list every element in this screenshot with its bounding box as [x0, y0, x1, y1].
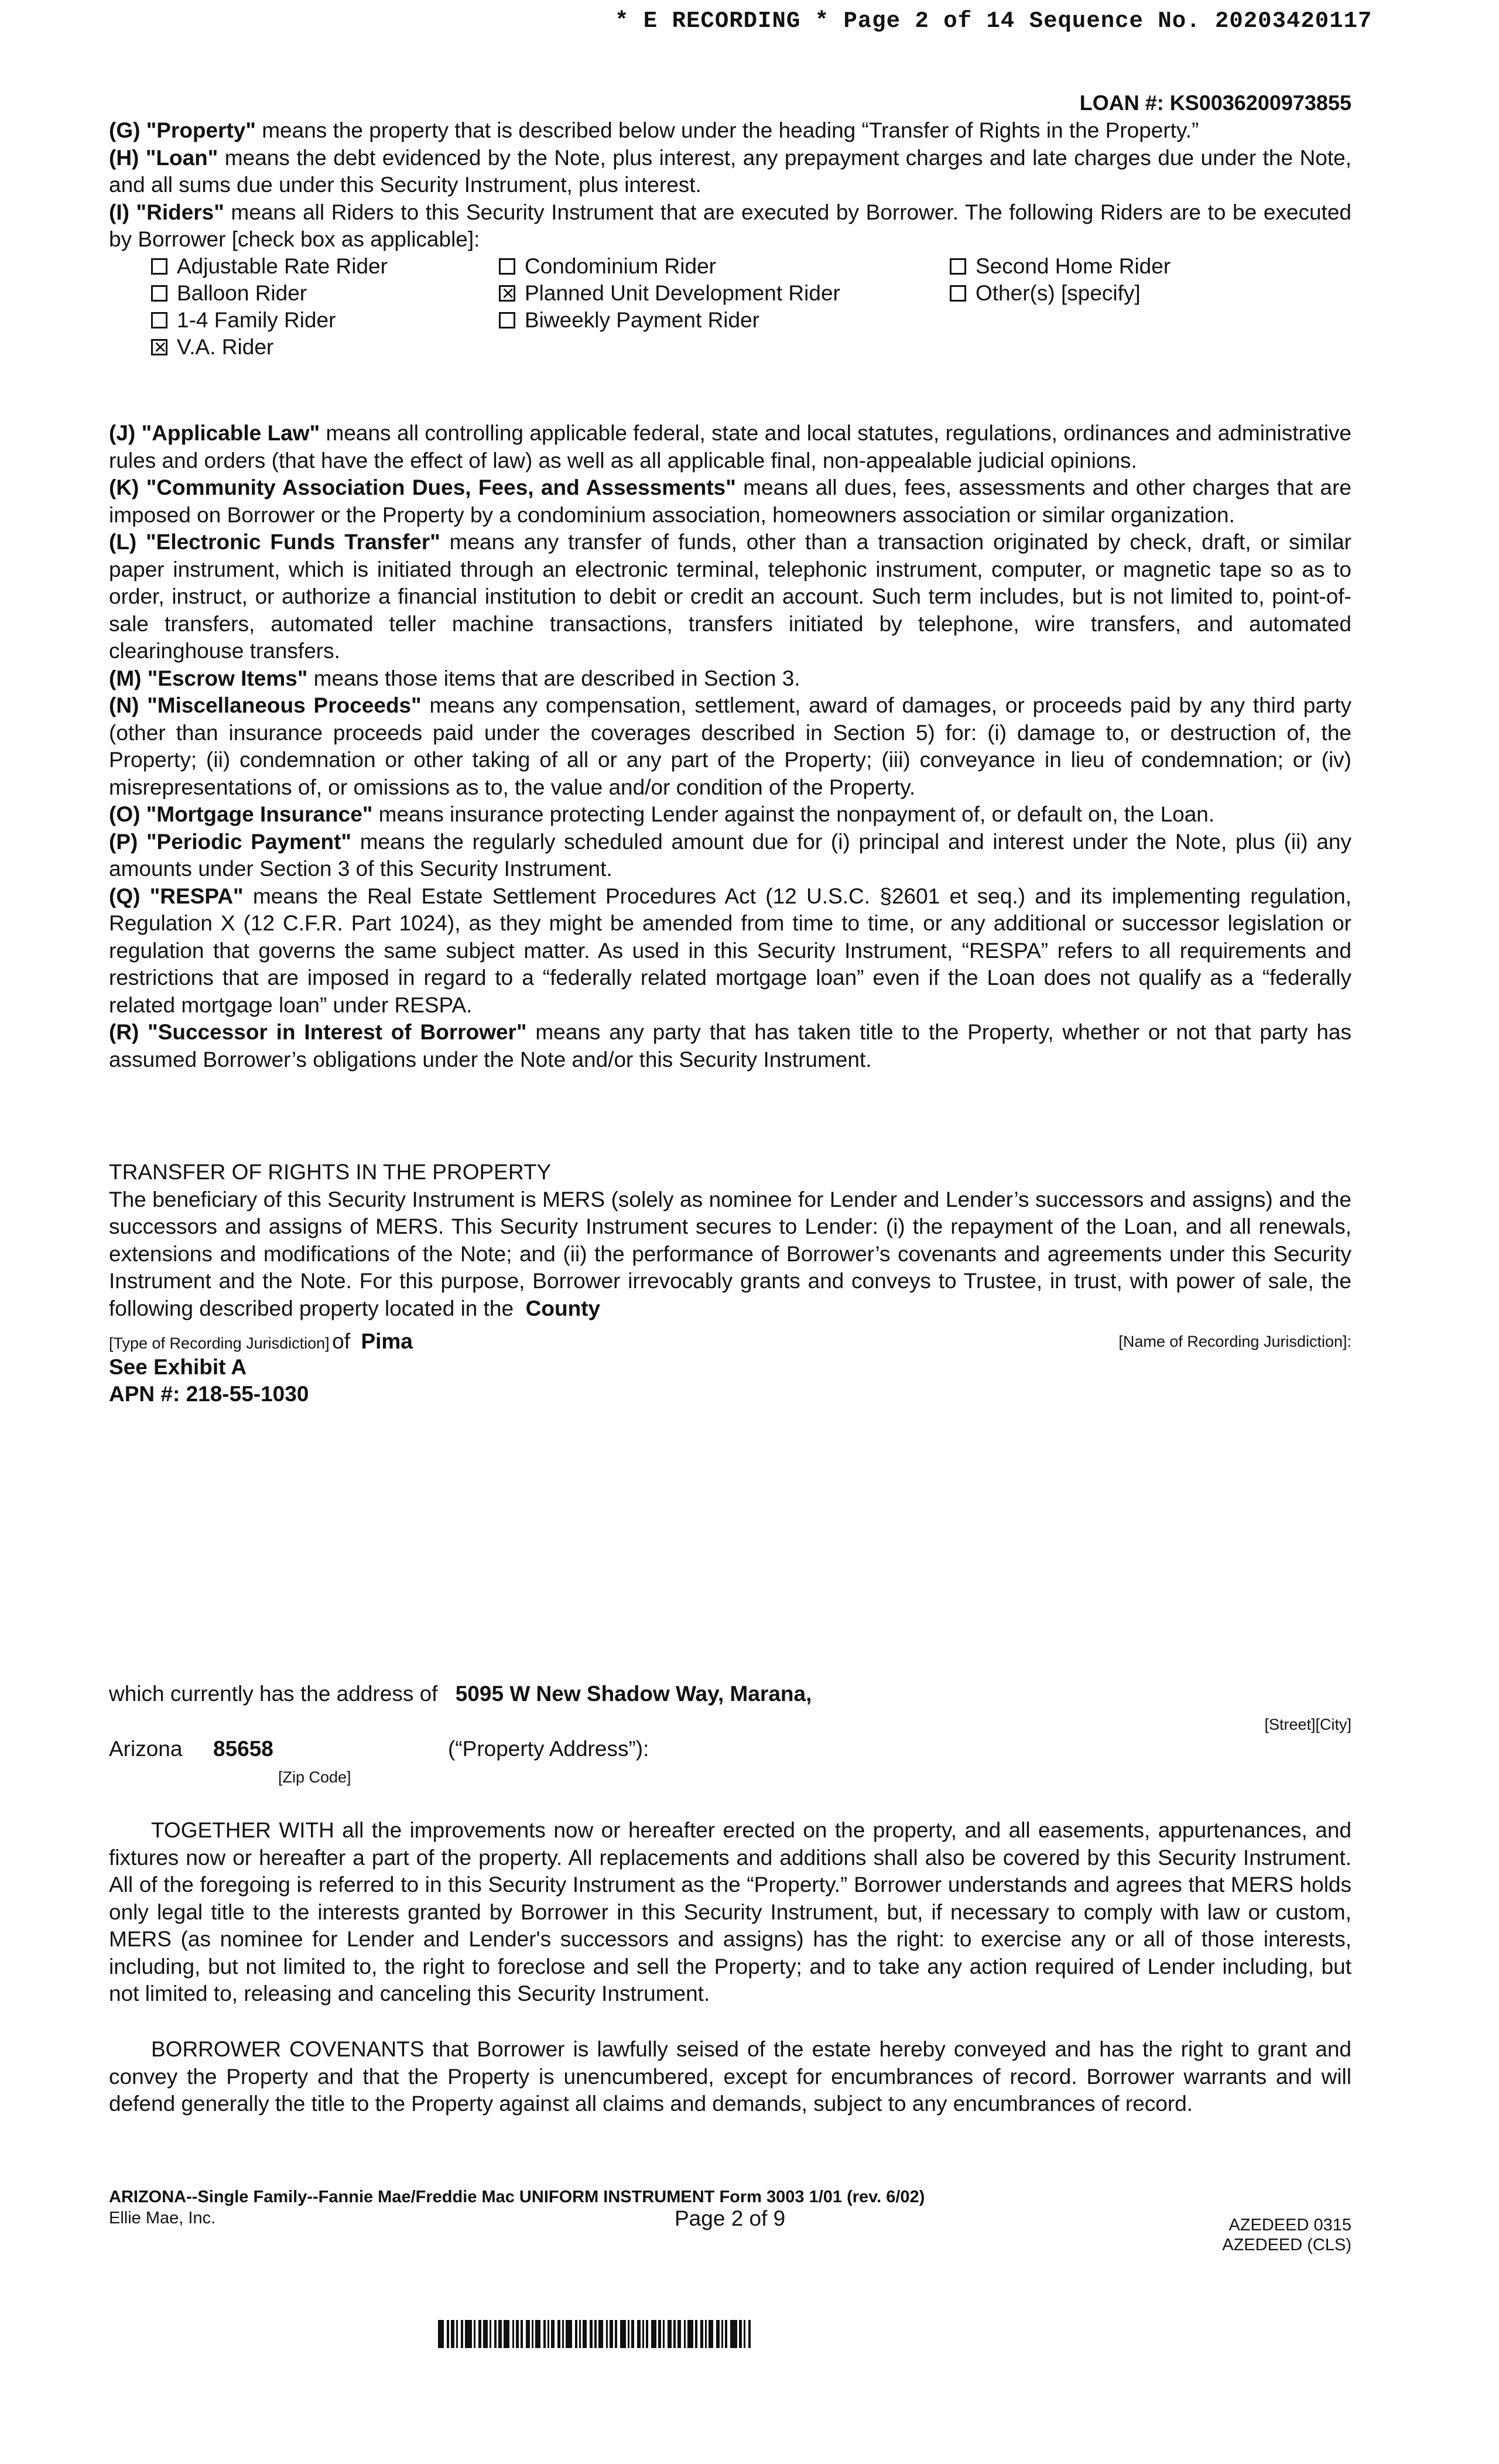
- checkbox[interactable]: [151, 312, 167, 328]
- text-j: means all controlling applicable federal, state and local statutes, regulations, ordinances and administrative rules and orders (that have the effect of law) as well as all applicable final, non-appealable judicial opinions.: [109, 421, 1351, 473]
- barcode-bar: [709, 2320, 713, 2348]
- jurisdiction-type: County: [525, 1296, 601, 1320]
- transfer-text: [109, 1186, 1351, 1323]
- term-n: (N) "Miscellaneous Proceeds": [109, 693, 422, 717]
- rider-label: V.A. Rider: [177, 335, 274, 359]
- term-k: (K) "Community Association Dues, Fees, and Assessments": [109, 475, 736, 499]
- transfer-section: [109, 1159, 1351, 1322]
- barcode-bar: [504, 2320, 509, 2348]
- barcode-bar: [700, 2320, 703, 2348]
- definitions-top: [109, 117, 1351, 254]
- term-p: (P) "Periodic Payment": [109, 829, 352, 854]
- term-j: (J) "Applicable Law": [109, 421, 320, 445]
- text-o: means insurance protecting Lender against the nonpayment of, or default on, the Loan.: [372, 802, 1215, 826]
- barcode-bar: [494, 2320, 497, 2348]
- term-q: (Q) "RESPA": [109, 884, 244, 908]
- text-k: means all dues, fees, assessments and other charges that are imposed on Borrower or the Property by a condominium association, homeowners association or similar organization.: [109, 475, 1351, 527]
- barcode-bar: [461, 2320, 463, 2348]
- definition-o: [109, 801, 1351, 829]
- term-l: (L) "Electronic Funds Transfer": [109, 530, 440, 554]
- barcode-bar: [566, 2320, 572, 2348]
- barcode-bar: [668, 2320, 672, 2348]
- barcode-bar: [521, 2320, 523, 2348]
- definition-m: [109, 665, 1351, 693]
- text-i: means all Riders to this Security Instrument that are executed by Borrower. The following Riders are to be executed by Borrower [check box as applicable]:: [109, 200, 1351, 251]
- riders-checklist: [151, 253, 1293, 364]
- form-code-2: AZEDEED (CLS): [1222, 2236, 1351, 2254]
- checkbox[interactable]: [151, 285, 167, 302]
- barcode-bar: [456, 2320, 458, 2348]
- barcode-bar: [590, 2320, 593, 2348]
- page-number: Page 2 of 9: [675, 2206, 786, 2230]
- barcode-bar: [739, 2320, 742, 2348]
- loan-number: LOAN #: KS0036200973855: [1079, 91, 1351, 115]
- term-i: (I) "Riders": [109, 200, 224, 224]
- definition-l: [109, 529, 1351, 665]
- checkbox[interactable]: [950, 258, 966, 275]
- text-p: means the regularly scheduled amount due for (i) principal and interest under the Note, plus (ii) any amounts under Section 3 of this Security Instrument.: [109, 829, 1351, 881]
- term-r: (R) "Successor in Interest of Borrower": [109, 1020, 527, 1044]
- text-r: means any party that has taken title to the Property, whether or not that party has assumed Borrower’s obligations under the Note and/or this Security Instrument.: [109, 1020, 1351, 1072]
- type-label: [Type of Recording Jurisdiction]: [109, 1334, 330, 1352]
- checkbox[interactable]: [151, 339, 167, 355]
- definition-r: [109, 1019, 1351, 1073]
- barcode-bar: [744, 2320, 745, 2348]
- definition-h: [109, 145, 1351, 199]
- state: Arizona: [109, 1737, 183, 1761]
- address-line: [109, 1682, 812, 1706]
- rider-label: Planned Unit Development Rider: [525, 281, 840, 305]
- barcode-bar: [535, 2320, 540, 2348]
- rider-label: 1-4 Family Rider: [177, 308, 336, 332]
- property-address-label: (“Property Address”):: [448, 1737, 649, 1761]
- definition-p: [109, 829, 1351, 883]
- transfer-heading: TRANSFER OF RIGHTS IN THE PROPERTY: [109, 1160, 552, 1184]
- rider-va[interactable]: [151, 334, 273, 361]
- barcode-bar: [512, 2320, 514, 2348]
- barcode-bar: [498, 2320, 502, 2348]
- rider-1-4-family[interactable]: [151, 307, 336, 334]
- exhibit: See Exhibit A: [109, 1355, 247, 1379]
- barcode-bar: [583, 2320, 587, 2348]
- rider-label: Adjustable Rate Rider: [177, 254, 388, 278]
- barcode-bar: [447, 2320, 449, 2348]
- barcode-bar: [730, 2320, 737, 2348]
- barcode-bar: [705, 2320, 707, 2348]
- barcode-bar: [594, 2320, 597, 2348]
- zip: 85658: [213, 1737, 273, 1761]
- barcode-bar: [610, 2320, 613, 2348]
- rider-adjustable-rate[interactable]: [151, 253, 388, 280]
- checkbox[interactable]: [950, 285, 966, 302]
- rider-label: Balloon Rider: [177, 281, 307, 305]
- barcode-bar: [651, 2320, 656, 2348]
- barcode-bar: [646, 2320, 648, 2348]
- barcode-bar: [575, 2320, 577, 2348]
- rider-planned-unit-development[interactable]: [499, 280, 840, 307]
- barcode-bar: [695, 2320, 697, 2348]
- rider-label: Biweekly Payment Rider: [525, 308, 759, 332]
- barcode-bar: [438, 2320, 444, 2348]
- apn: APN #: 218-55-1030: [109, 1382, 309, 1406]
- form-title: ARIZONA--Single Family--Fannie Mae/Freddie Mac UNIFORM INSTRUMENT Form 3003 1/01 (rev. 6/02): [109, 2188, 925, 2206]
- term-g: (G) "Property": [109, 118, 256, 142]
- barcode-bar: [551, 2320, 555, 2348]
- barcode-bar: [490, 2320, 491, 2348]
- zip-label: [Zip Code]: [278, 1768, 351, 1786]
- name-label: [Name of Recording Jurisdiction]:: [1118, 1333, 1351, 1350]
- barcode-bar: [478, 2320, 481, 2348]
- barcode-bar: [474, 2320, 475, 2348]
- barcode-bar: [547, 2320, 549, 2348]
- barcode-bar: [532, 2320, 533, 2348]
- text-g: means the property that is described below under the heading “Transfer of Rights in the Property.”: [255, 118, 1199, 142]
- barcode: [438, 2320, 752, 2348]
- barcode-bar: [557, 2320, 560, 2348]
- address-lead: which currently has the address of: [109, 1682, 438, 1706]
- definition-i: [109, 199, 1351, 254]
- definition-j: [109, 420, 1351, 474]
- rider-biweekly-payment[interactable]: [499, 307, 759, 334]
- barcode-bar: [526, 2320, 530, 2348]
- rider-label: Other(s) [specify]: [976, 281, 1141, 305]
- recording-stamp: * E RECORDING * Page 2 of 14 Sequence No. 20203420117: [615, 8, 1373, 34]
- barcode-bar: [628, 2320, 629, 2348]
- definitions: [109, 420, 1351, 1073]
- street-city-label: [Street][City]: [1264, 1716, 1351, 1733]
- text-n: means any compensation, settlement, award of damages, or proceeds paid by any third party (other than insurance proceeds paid under the coverages described in Section 5) for: (i) damage to, or destruction of, the Property; (ii) condemnation or other taking of all or any part of the Property; (iii) conveyance in lieu of condemnation; or (iv) misrepresentations of, or omissions as to, the value and/or condition of the Property.: [109, 693, 1352, 799]
- barcode-bar: [721, 2320, 723, 2348]
- rider-label: Second Home Rider: [976, 254, 1171, 278]
- form-code-1: AZEDEED 0315: [1228, 2216, 1351, 2234]
- rider-balloon[interactable]: [151, 280, 307, 307]
- definition-n: [109, 692, 1351, 801]
- rider-second-home[interactable]: [950, 253, 1171, 280]
- together-with: TOGETHER WITH all the improvements now or hereafter erected on the property, and all easements, appurtenances, and fixtures now or hereafter a part of the property. All replacements and additions shall also be covered by this Security Instrument. All of the foregoing is referred to in this Security Instrument as the “Property.” Borrower understands and agrees that MERS holds only legal title to the interests granted by Borrower in this Security Instrument, but, if necessary to comply with law or custom, MERS (as nominee for Lender and Lender's successors and assigns) has the right: to exercise any or all of those interests, including, but not limited to, the right to foreclose and sell the Property; and to take any action required of Lender including, but not limited to, releasing and canceling this Security Instrument.: [109, 1818, 1351, 2006]
- rider-condominium[interactable]: [499, 253, 716, 280]
- of-word: of: [332, 1329, 350, 1353]
- barcode-bar: [465, 2320, 472, 2348]
- borrower-covenants: BORROWER COVENANTS that Borrower is lawfully seised of the estate hereby conveyed and has the right to grant and convey the Property and that the Property is unencumbered, except for encumbrances of record. Borrower warrants and will defend generally the title to the Property against all claims and demands, subject to any encumbrances of record.: [109, 2037, 1351, 2116]
- barcode-bar: [543, 2320, 546, 2348]
- barcode-bar: [620, 2320, 626, 2348]
- barcode-bar: [687, 2320, 693, 2348]
- transfer-body: The beneficiary of this Security Instrument is MERS (solely as nominee for Lender and Lender’s successors and assigns) and the successors and assigns of MERS. This Security Instrument secures to Lender: (i) the repayment of the Loan, and all renewals, extensions and modifications of the Note; and (ii) the performance of Borrower’s covenants and agreements under this Security Instrument and the Note. For this purpose, Borrower irrevocably grants and conveys to Trustee, in trust, with power of sale, the following described property located in the: [109, 1187, 1351, 1320]
- barcode-bar: [598, 2320, 603, 2348]
- barcode-bar: [673, 2320, 676, 2348]
- term-h: (H) "Loan": [109, 145, 218, 170]
- rider-label: Condominium Rider: [525, 254, 716, 278]
- barcode-bar: [748, 2320, 751, 2348]
- checkbox[interactable]: [499, 258, 515, 275]
- barcode-bar: [663, 2320, 665, 2348]
- checkbox[interactable]: [499, 285, 515, 302]
- definition-q: [109, 883, 1351, 1019]
- street-city: 5095 W New Shadow Way, Marana,: [455, 1682, 812, 1706]
- barcode-bar: [562, 2320, 564, 2348]
- barcode-bar: [615, 2320, 617, 2348]
- term-o: (O) "Mortgage Insurance": [109, 802, 373, 826]
- barcode-bar: [658, 2320, 661, 2348]
- barcode-bar: [483, 2320, 488, 2348]
- definition-g: [109, 117, 1351, 145]
- checkbox[interactable]: [499, 312, 515, 328]
- barcode-bar: [684, 2320, 686, 2348]
- company: Ellie Mae, Inc.: [109, 2209, 216, 2227]
- barcode-bar: [716, 2320, 720, 2348]
- barcode-bar: [631, 2320, 634, 2348]
- definition-k: [109, 474, 1351, 529]
- barcode-bar: [516, 2320, 519, 2348]
- text-l: means any transfer of funds, other than a transaction originated by check, draft, or similar paper instrument, which is initiated through an electronic terminal, telephonic instrument, computer, or magnetic tape so as to order, instruct, or authorize a financial institution to debit or credit an account. Such term includes, but is not limited to, point-of-sale transfers, automated teller machine transactions, transfers initiated by telephone, wire transfers, and automated clearinghouse transfers.: [109, 530, 1351, 663]
- barcode-bar: [677, 2320, 681, 2348]
- term-m: (M) "Escrow Items": [109, 666, 308, 690]
- barcode-bar: [579, 2320, 581, 2348]
- text-h: means the debt evidenced by the Note, plus interest, any prepayment charges and late charges due under the Note, and all sums due under this Security Instrument, plus interest.: [109, 145, 1351, 197]
- jurisdiction-name: Pima: [361, 1329, 413, 1353]
- checkbox[interactable]: [151, 258, 167, 275]
- barcode-bar: [637, 2320, 641, 2348]
- barcode-bar: [606, 2320, 608, 2348]
- jurisdiction-line: [109, 1329, 413, 1354]
- text-m: means those items that are described in Section 3.: [307, 666, 800, 690]
- barcode-bar: [451, 2320, 454, 2348]
- barcode-bar: [642, 2320, 644, 2348]
- rider-other[interactable]: [950, 280, 1141, 307]
- barcode-bar: [725, 2320, 727, 2348]
- text-q: means the Real Estate Settlement Procedures Act (12 U.S.C. §2601 et seq.) and its implementing regulation, Regulation X (12 C.F.R. Part 1024), as they might be amended from time to time, or any additional or successor legislation or regulation that governs the same subject matter. As used in this Security Instrument, “RESPA” refers to all requirements and restrictions that are imposed in regard to a “federally related mortgage loan” even if the Loan does not qualify as a “federally related mortgage loan” under RESPA.: [109, 884, 1351, 1017]
